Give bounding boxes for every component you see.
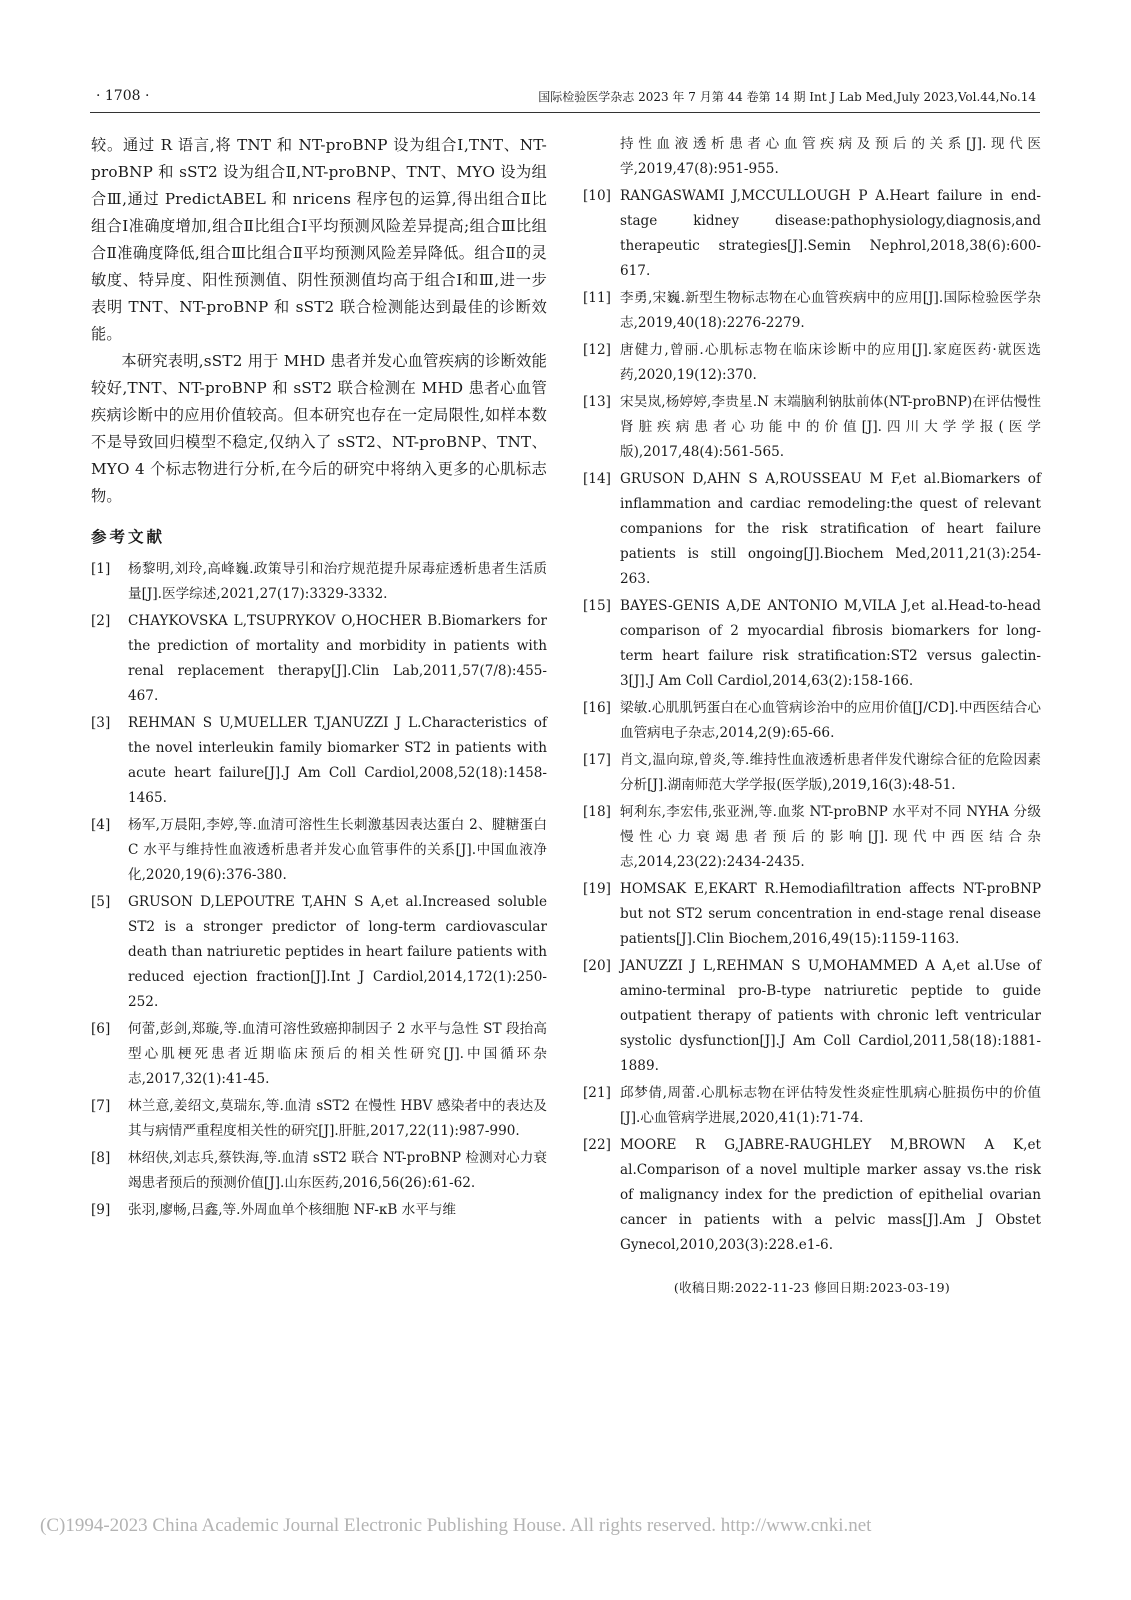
reference-text: 杨军,万晨阳,李婷,等.血清可溶性生长刺激基因表达蛋白 2、腱糖蛋白 C 水平与维持性血液透析患者并发心血管事件的关系[J].中国血液净化,2020,19(6):376-380. xyxy=(128,817,547,883)
reference-number: [17] xyxy=(583,752,611,768)
copyright-footer: (C)1994-2023 China Academic Journal Electronic Publishing House. All rights reserved. http://www.cnki.net xyxy=(40,1515,872,1536)
reference-text: REHMAN S U,MUELLER T,JANUZZI J L.Characteristics of the novel interleukin family biomarker ST2 in patients with acute heart failure[J].J Am Coll Cardiol,2008,52(18):1458-1465. xyxy=(128,715,547,806)
reference-number: [4] xyxy=(91,817,111,833)
right-column xyxy=(583,132,1041,1296)
reference-text: 肖文,温向琼,曾炎,等.维持性血液透析患者伴发代谢综合征的危险因素分析[J].湖南师范大学学报(医学版),2019,16(3):48-51. xyxy=(620,752,1041,793)
reference-text: GRUSON D,LEPOUTRE T,AHN S A,et al.Increased soluble ST2 is a stronger predictor of long-term cardiovascular death than natriuretic peptides in heart failure patients with reduced ejection fraction[J].Int J Cardiol,2014,172(1):250-252. xyxy=(128,894,547,1010)
received-revised-dates: (收稿日期:2022-11-23 修回日期:2023-03-19) xyxy=(673,1280,951,1295)
reference-item xyxy=(583,748,1041,798)
page-header xyxy=(90,86,1040,113)
reference-item xyxy=(91,1198,547,1223)
reference-item xyxy=(91,890,547,1015)
reference-item xyxy=(583,696,1041,746)
reference-text: 宋昊岚,杨婷婷,李贵星.N 末端脑利钠肽前体(NT-proBNP)在评估慢性肾脏疾病患者心功能中的价值[J].四川大学学报(医学版),2017,48(4):561-565. xyxy=(620,394,1041,460)
reference-text: 林绍侠,刘志兵,蔡铁海,等.血清 sST2 联合 NT-proBNP 检测对心力衰竭患者预后的预测价值[J].山东医药,2016,56(26):61-62. xyxy=(128,1150,547,1191)
reference-text: RANGASWAMI J,MCCULLOUGH P A.Heart failure in end-stage kidney disease:pathophysiology,diagnosis,and therapeutic strategies[J].Semin Nephrol,2018,38(6):600-617. xyxy=(620,188,1041,279)
reference-item xyxy=(91,813,547,888)
reference-text: 持性血液透析患者心血管疾病及预后的关系[J].现代医学,2019,47(8):951-955. xyxy=(620,136,1041,177)
reference-item xyxy=(583,954,1041,1079)
reference-number: [8] xyxy=(91,1150,111,1166)
reference-number: [11] xyxy=(583,290,611,306)
reference-text: 唐健力,曾丽.心肌标志物在临床诊断中的应用[J].家庭医药·就医选药,2020,19(12):370. xyxy=(620,342,1041,383)
reference-number: [13] xyxy=(583,394,611,410)
reference-item xyxy=(583,1081,1041,1131)
reference-item xyxy=(583,467,1041,592)
reference-item xyxy=(583,184,1041,284)
references-heading: 参考文献 xyxy=(91,528,166,546)
reference-number: [9] xyxy=(91,1202,111,1218)
reference-number: [14] xyxy=(583,471,611,487)
left-column xyxy=(91,132,547,1225)
reference-number: [16] xyxy=(583,700,611,716)
reference-item xyxy=(583,132,1041,182)
reference-number: [21] xyxy=(583,1085,611,1101)
reference-item xyxy=(583,338,1041,388)
page-number: · 1708 · xyxy=(96,88,150,104)
reference-text: JANUZZI J L,REHMAN S U,MOHAMMED A A,et al.Use of amino-terminal pro-B-type natriuretic peptide to guide outpatient therapy of patients with chronic left ventricular systolic dysfunction[J].J Am Coll Cardiol,2011,58(18):1881-1889. xyxy=(620,958,1041,1074)
reference-item xyxy=(91,557,547,607)
reference-number: [19] xyxy=(583,881,611,897)
reference-number: [1] xyxy=(91,561,111,577)
reference-number: [6] xyxy=(91,1021,111,1037)
reference-item xyxy=(583,800,1041,875)
reference-text: 轲利东,李宏伟,张亚洲,等.血浆 NT-proBNP 水平对不同 NYHA 分级慢性心力衰竭患者预后的影响[J].现代中西医结合杂志,2014,23(22):2434-2435. xyxy=(620,804,1041,870)
reference-list-right xyxy=(583,132,1041,1258)
reference-text: 林兰意,姜绍文,莫瑞东,等.血清 sST2 在慢性 HBV 感染者中的表达及其与病情严重程度相关性的研究[J].肝脏,2017,22(11):987-990. xyxy=(128,1098,547,1139)
reference-number: [12] xyxy=(583,342,611,358)
reference-text: GRUSON D,AHN S A,ROUSSEAU M F,et al.Biomarkers of inflammation and cardiac remodeling:the quest of relevant companions for the risk stratification of heart failure patients is still ongoing[J].Biochem Med,2011,21(3):254-263. xyxy=(620,471,1041,587)
reference-number: [15] xyxy=(583,598,611,614)
reference-item xyxy=(91,1017,547,1092)
reference-number: [2] xyxy=(91,613,111,629)
reference-text: 张羽,廖畅,吕鑫,等.外周血单个核细胞 NF-κB 水平与维 xyxy=(128,1202,457,1218)
reference-number: [10] xyxy=(583,188,611,204)
journal-citation-line: 国际检验医学杂志 2023 年 7 月第 44 卷第 14 期 Int J Lab Med,July 2023,Vol.44,No.14 xyxy=(538,90,1036,104)
reference-list-left xyxy=(91,557,547,1223)
reference-number: [18] xyxy=(583,804,611,820)
reference-item xyxy=(583,594,1041,694)
reference-text: CHAYKOVSKA L,TSUPRYKOV O,HOCHER B.Biomarkers for the prediction of mortality and morbidity in patients with renal replacement therapy[J].Clin Lab,2011,57(7/8):455-467. xyxy=(128,613,547,704)
reference-text: MOORE R G,JABRE-RAUGHLEY M,BROWN A K,et al.Comparison of a novel multiple marker assay vs.the risk of malignancy index for the prediction of epithelial ovarian cancer in patients with a pelvic mass[J].Am J Obstet Gynecol,2010,203(3):228.e1-6. xyxy=(620,1137,1041,1253)
reference-text: 李勇,宋巍.新型生物标志物在心血管疾病中的应用[J].国际检验医学杂志,2019,40(18):2276-2279. xyxy=(620,290,1041,331)
reference-item xyxy=(91,1094,547,1144)
reference-text: 杨黎明,刘玲,高峰巍.政策导引和治疗规范提升尿毒症透析患者生活质量[J].医学综述,2021,27(17):3329-3332. xyxy=(128,561,547,602)
reference-item xyxy=(91,609,547,709)
reference-number: [20] xyxy=(583,958,611,974)
reference-text: HOMSAK E,EKART R.Hemodiafiltration affects NT-proBNP but not ST2 serum concentration in end-stage renal disease patients[J].Clin Biochem,2016,49(15):1159-1163. xyxy=(620,881,1041,947)
reference-number: [3] xyxy=(91,715,111,731)
reference-item xyxy=(583,390,1041,465)
reference-number: [5] xyxy=(91,894,111,910)
reference-text: 梁敏.心肌肌钙蛋白在心血管病诊治中的应用价值[J/CD].中西医结合心血管病电子杂志,2014,2(9):65-66. xyxy=(620,700,1041,741)
reference-item xyxy=(583,1133,1041,1258)
reference-number: [22] xyxy=(583,1137,611,1153)
body-paragraph-2: 本研究表明,sST2 用于 MHD 患者并发心血管疾病的诊断效能较好,TNT、NT-proBNP 和 sST2 联合检测在 MHD 患者心血管疾病诊断中的应用价值较高。但本研究也存在一定局限性,如样本数不是导致回归模型不稳定,仅纳入了 sST2、NT-proBNP、TNT、MYO 4 个标志物进行分析,在今后的研究中将纳入更多的心肌标志物。 xyxy=(91,352,547,505)
reference-text: BAYES-GENIS A,DE ANTONIO M,VILA J,et al.Head-to-head comparison of 2 myocardial fibrosis biomarkers for long-term heart failure risk stratification:ST2 versus galectin-3[J].J Am Coll Cardiol,2014,63(2):158-166. xyxy=(620,598,1041,689)
reference-number: [7] xyxy=(91,1098,111,1114)
body-paragraph-1: 较。通过 R 语言,将 TNT 和 NT-proBNP 设为组合Ⅰ,TNT、NT-proBNP 和 sST2 设为组合Ⅱ,NT-proBNP、TNT、MYO 设为组合Ⅲ,通过 PredictABEL 和 nricens 程序包的运算,得出组合Ⅱ比组合Ⅰ准确度增加,组合Ⅱ比组合Ⅰ平均预测风险差异提高;组合Ⅲ比组合Ⅱ准确度降低,组合Ⅲ比组合Ⅱ平均预测风险差异降低。组合Ⅱ的灵敏度、特异度、阳性预测值、阴性预测值均高于组合Ⅰ和Ⅲ,进一步表明 TNT、NT-proBNP 和 sST2 联合检测能达到最佳的诊断效能。 xyxy=(91,136,547,343)
reference-text: 邱梦倩,周蕾.心肌标志物在评估特发性炎症性肌病心脏损伤中的价值[J].心血管病学进展,2020,41(1):71-74. xyxy=(620,1085,1041,1126)
reference-item xyxy=(91,711,547,811)
reference-item xyxy=(583,286,1041,336)
reference-item xyxy=(583,877,1041,952)
reference-text: 何蕾,彭剑,郑璇,等.血清可溶性致癌抑制因子 2 水平与急性 ST 段抬高型心肌梗死患者近期临床预后的相关性研究[J].中国循环杂志,2017,32(1):41-45. xyxy=(128,1021,547,1087)
reference-item xyxy=(91,1146,547,1196)
